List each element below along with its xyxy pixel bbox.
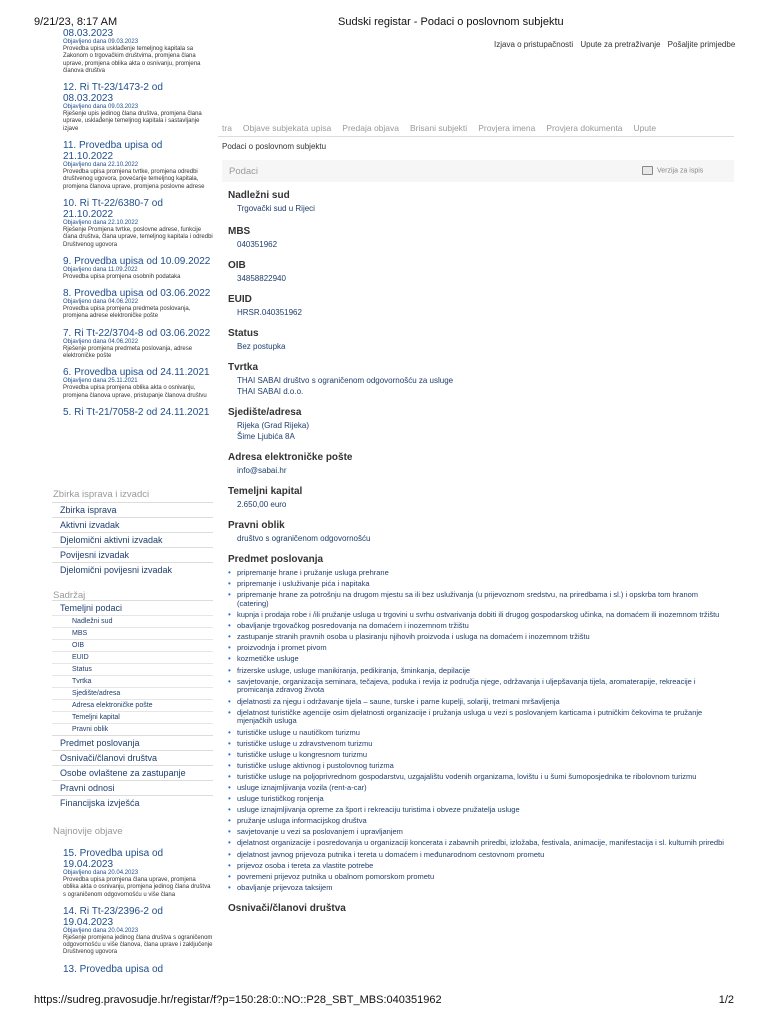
activity-item: • kupnja i prodaja robe i /ili pružanje usluga u trgovini u svrhu ostvarivanja dobiti ili drugog gospodarskog učinka, na domaćem ili inozemnom tržištu <box>237 611 728 620</box>
activity-item: • proizvodnja i promet pivom <box>237 644 728 653</box>
publication-desc: Provedba upisa promjena tvrtke, promjena odredbi društvenog ugovora, povećanje temeljnog kapitala, promjena članova uprave, promjena poslovne adrese <box>63 169 205 190</box>
search-help-link[interactable]: Upute za pretraživanje <box>580 40 661 49</box>
publication-link[interactable]: 9. Provedba upisa od 10.09.2022 <box>63 255 211 267</box>
nav-tab[interactable]: Provjera dokumenta <box>546 123 623 133</box>
publication-desc: Provedba upisa promjena osobnih podataka <box>63 273 181 280</box>
activity-item: • obavljanje trgovačkog posredovanja na domaćem i inozemnom tržištu <box>237 622 728 631</box>
zbirka-item[interactable]: Djelomični povijesni izvadak <box>52 562 213 577</box>
field-value: Šime Ljubića 8A <box>237 432 295 441</box>
zbirka-item[interactable]: Aktivni izvadak <box>52 517 213 532</box>
activity-item: • usluge iznajmljivanja vozila (rent-a-car) <box>237 784 728 793</box>
activity-item: • pružanje usluga informacijskog društva <box>237 817 728 826</box>
publication-link[interactable]: 12. Ri Tt-23/1473-2 od 08.03.2023 <box>63 82 163 105</box>
podaci-title: Podaci <box>229 166 259 177</box>
publication-item <box>63 28 213 75</box>
latest-publication-item <box>63 848 213 899</box>
zbirka-menu <box>52 502 213 577</box>
activity-item: • djelatnost turističke agencije osim djelatnosti organizacije i pružanja usluga u vezi s poslovanjem karticama i putničkim čekovima te pružanje mjenjačkih usluga <box>237 709 728 727</box>
activity-item: • prijevoz osoba i tereta za vlastite potrebe <box>237 862 728 871</box>
publication-date: Objavljeno dana 04.06.2022 <box>63 299 139 306</box>
latest-publication-link[interactable]: 13. Provedba upisa od <box>63 963 164 975</box>
sadrzaj-subitem[interactable]: Adresa elektroničke pošte <box>52 699 213 711</box>
publication-link[interactable]: 7. Ri Tt-22/3704-8 od 03.06.2022 <box>63 327 211 339</box>
latest-publication-date: Objavljeno dana 20.04.2023 <box>63 927 139 934</box>
field-value: Rijeka (Grad Rijeka) <box>237 421 310 430</box>
field-label: Adresa elektroničke pošte <box>228 452 353 463</box>
activity-item: • usluge iznajmljivanja opreme za šport i rekreaciju turistima i obveze pružatelja usluge <box>237 806 728 815</box>
sadrzaj-subitem[interactable]: Tvrtka <box>52 675 213 687</box>
najnovije-list <box>63 848 213 982</box>
sadrzaj-item[interactable]: Predmet poslovanja <box>52 735 213 750</box>
divider <box>218 136 734 137</box>
print-url: https://sudreg.pravosudje.hr/registar/f?p=150:28:0::NO::P28_SBT_MBS:040351962 <box>34 994 442 1006</box>
activity-item: • povremeni prijevoz putnika u obalnom pomorskom prometu <box>237 873 728 882</box>
publication-item <box>63 198 213 249</box>
company-fields <box>228 190 728 914</box>
breadcrumb: Podaci o poslovnom subjektu <box>222 142 327 151</box>
publication-date: Objavljeno dana 22.10.2022 <box>63 162 139 169</box>
activity-item: • zastupanje stranih pravnih osoba u plasiranju njihovih proizvoda i usluga na domaćem i inozemnom tržištu <box>237 633 728 642</box>
publication-date: Objavljeno dana 22.10.2022 <box>63 219 139 226</box>
osnivaci-label: Osnivači/članovi društva <box>228 902 346 914</box>
field-label: Tvrtka <box>228 362 259 373</box>
zbirka-item[interactable]: Djelomični aktivni izvadak <box>52 532 213 547</box>
predmet-label: Predmet poslovanja <box>228 554 324 565</box>
latest-publication-item <box>63 906 213 957</box>
print-title: Sudski registar - Podaci o poslovnom subjektu <box>338 16 564 28</box>
sadrzaj-item[interactable]: Financijska izvješća <box>52 795 213 810</box>
activity-item: • usluge turističkog ronjenja <box>237 795 728 804</box>
sadrzaj-subitem[interactable]: MBS <box>52 627 213 639</box>
activity-item: • djelatnost javnog prijevoza putnika i tereta u domaćem i međunarodnom cestovnom prometu <box>237 851 728 860</box>
publication-item <box>63 140 213 191</box>
publications-list <box>63 28 213 486</box>
sadrzaj-subitem[interactable]: Pravni oblik <box>52 723 213 735</box>
publication-item <box>63 288 213 321</box>
publication-desc: Rješenje promjena predmeta poslovanja, adrese elektroničke pošte <box>63 345 193 360</box>
latest-publication-link[interactable]: 14. Ri Tt-23/2396-2 od 19.04.2023 <box>63 905 163 928</box>
sadrzaj-item[interactable]: Osobe ovlaštene za zastupanje <box>52 765 213 780</box>
accessibility-link[interactable]: Izjava o pristupačnosti <box>494 40 574 49</box>
publication-link[interactable]: 8. Provedba upisa od 03.06.2022 <box>63 288 211 300</box>
publication-link[interactable]: 5. Ri Tt-21/7058-2 od 24.11.2021 <box>63 406 210 418</box>
sadrzaj-temeljni-podaci[interactable]: Temeljni podaci <box>52 600 213 615</box>
field-label: Temeljni kapital <box>228 486 303 497</box>
activity-item: • turističke usluge u zdravstvenom turizmu <box>237 740 728 749</box>
activity-item: • pripremanje hrane i pružanje usluga prehrane <box>237 569 728 578</box>
sadrzaj-item[interactable]: Pravni odnosi <box>52 780 213 795</box>
activities-list <box>237 569 728 893</box>
nav-tab[interactable]: Predaja objava <box>342 123 400 133</box>
print-version-link[interactable] <box>642 166 703 175</box>
nav-tabs <box>222 123 667 133</box>
publication-date: Objavljeno dana 11.09.2022 <box>63 266 138 273</box>
print-version-label: Verzija za ispis <box>657 167 704 175</box>
publication-desc: Provedba upisa promjena predmeta poslovanja, promjena adrese elektroničke pošte <box>63 306 191 320</box>
sadrzaj-subitem[interactable]: Temeljni kapital <box>52 711 213 723</box>
nav-tab[interactable]: Brisani subjekti <box>410 123 468 133</box>
field-value: THAI SABAI d.o.o. <box>237 387 304 396</box>
sadrzaj-subitem[interactable]: OIB <box>52 639 213 651</box>
sadrzaj-subitem[interactable]: Sjedište/adresa <box>52 687 213 699</box>
activity-item: • frizerske usluge, usluge manikiranja, pedikiranja, šminkanja, depilacije <box>237 667 728 676</box>
field-value: Bez postupka <box>237 342 286 351</box>
sadrzaj-menu <box>52 600 213 810</box>
field-label: OIB <box>228 260 246 271</box>
latest-publication-item <box>63 964 213 975</box>
print-footer <box>34 994 734 1008</box>
send-feedback-link[interactable]: Pošaljite primjedbe <box>667 40 736 49</box>
publication-date: Objavljeno dana 09.03.2023 <box>63 39 139 45</box>
field-label: Sjedište/adresa <box>228 407 302 418</box>
activity-item: • turističke usluge u kongresnom turizmu <box>237 751 728 760</box>
publication-date: Objavljeno dana 04.06.2022 <box>63 338 139 345</box>
publication-item <box>63 82 213 133</box>
field-value: HRSR.040351962 <box>237 308 302 317</box>
print-page: 1/2 <box>718 994 734 1006</box>
print-date: 9/21/23, 8:17 AM <box>34 16 118 28</box>
nav-tab[interactable]: tra <box>222 123 232 133</box>
publication-desc: Provedba upisa usklađenje temeljnog kapitala sa Zakonom o trgovačkim društvima, promjena člana uprave, promjena oblika akta o osnivanju, promjena članova društva <box>63 46 201 74</box>
publication-link[interactable]: 11. Provedba upisa od 21.10.2022 <box>63 140 163 163</box>
printer-icon <box>642 166 653 175</box>
activity-item: • pripremanje hrane za potrošnju na drugom mjestu sa ili bez usluživanja (u prijevoznom sredstvu, na priredbama i sl.) i opskrba tom hranom (catering) <box>237 591 728 609</box>
publication-desc: Rješenje upis jedinog člana društva, promjena člana uprave, usklađenje temeljnog kapitala i sastavljanje izjave <box>63 111 202 132</box>
sadrzaj-subitem[interactable]: EUID <box>52 651 213 663</box>
latest-publication-desc: Provedba upisa promjena člana uprave, promjena oblika akta o osnivanju, promjena jedinog člana društva s ograničenom odgovornošću u više člana <box>63 877 211 898</box>
sadrzaj-title: Sadržaj <box>53 590 86 601</box>
latest-publication-desc: Rješenje promjena jedinog člana društva s ograničenom odgovornošću u više članova, člana uprave i zaključenje Društvenog ugovora <box>63 934 213 956</box>
field-label: Status <box>228 328 259 339</box>
latest-publication-date: Objavljeno dana 20.04.2023 <box>63 870 139 876</box>
publication-desc: Rješenje Promjena tvrtke, poslovne adrese, funkcije člana društva, člana uprave, temeljnog kapitala i odredbi Društvenog ugovora <box>63 226 213 248</box>
field-value: Trgovački sud u Rijeci <box>237 204 315 213</box>
zbirka-title: Zbirka isprava i izvadci <box>53 489 150 500</box>
publication-item <box>63 328 213 361</box>
field-value: društvo s ograničenom odgovornošću <box>237 534 371 543</box>
publication-item <box>63 407 213 418</box>
sadrzaj-item[interactable]: Osnivači/članovi društva <box>52 750 213 765</box>
publication-desc: Provedba upisa promjena oblika akta o osnivanju, promjena članova uprave, pristupanje članova društvu <box>63 385 207 399</box>
latest-publication-link[interactable]: 15. Provedba upisa od 19.04.2023 <box>63 848 164 870</box>
publication-date: Objavljeno dana 09.03.2023 <box>63 104 139 111</box>
activity-item: • turističke usluge na poljoprivrednom gospodarstvu, uzgajalištu vodenih organizama, lovištu i u šumi šumoposjednika te ribolovnom turizmu <box>237 773 728 782</box>
publication-date: Objavljeno dana 25.11.2021 <box>63 378 138 385</box>
activity-item: • turističke usluge u nautičkom turizmu <box>237 729 728 738</box>
field-value: THAI SABAI društvo s ograničenom odgovornošću za usluge <box>237 376 454 385</box>
activity-item: • kozmetičke usluge <box>237 655 728 664</box>
sadrzaj-subitem[interactable]: Status <box>52 663 213 675</box>
activity-item: • djelatnost organizacije i posredovanja u organizaciji koncerata i zabavnih priredbi, izložaba, festivala, animacije, manifestacija i sl. kulturnih priredbi <box>237 839 728 848</box>
publication-link[interactable]: 10. Ri Tt-22/6380-7 od 21.10.2022 <box>63 197 163 220</box>
activity-item: • savjetovanje, organizacija seminara, tečajeva, poduka i revija iz područja njege, održavanja i uljepšavanja tijela, aromaterapije, rekreacije i promicanja zdravog života <box>237 678 728 696</box>
activity-item: • obavljanje prijevoza taksijem <box>237 884 728 893</box>
field-value: 34858822940 <box>237 274 286 283</box>
publication-item <box>63 256 213 281</box>
top-links <box>494 40 740 49</box>
zbirka-item[interactable]: Povijesni izvadak <box>52 547 213 562</box>
field-value: 2.650,00 euro <box>237 500 287 509</box>
nav-tab[interactable]: Upute <box>633 123 657 133</box>
publication-item <box>63 367 213 400</box>
nav-tab[interactable]: Objave subjekata upisa <box>242 123 332 133</box>
publication-link[interactable]: 08.03.2023 <box>63 28 114 39</box>
field-label: Pravni oblik <box>228 520 285 531</box>
nav-tab[interactable]: Provjera imena <box>478 123 536 133</box>
publication-link[interactable]: 6. Provedba upisa od 24.11.2021 <box>63 367 210 379</box>
field-label: Nadležni sud <box>228 190 290 201</box>
field-label: EUID <box>228 294 252 305</box>
field-value: 040351962 <box>237 240 278 249</box>
sadrzaj-subitem[interactable]: Nadležni sud <box>52 615 213 627</box>
najnovije-title: Najnovije objave <box>53 826 123 837</box>
activity-item: • pripremanje i usluživanje pića i napitaka <box>237 580 728 589</box>
zbirka-item[interactable]: Zbirka isprava <box>52 502 213 517</box>
activity-item: • turističke usluge aktivnog i pustolovnog turizma <box>237 762 728 771</box>
activity-item: • savjetovanje u vezi sa poslovanjem i upravljanjem <box>237 828 728 837</box>
field-label: MBS <box>228 226 251 237</box>
field-value: info@sabai.hr <box>237 466 287 475</box>
activity-item: • djelatnosti za njegu i održavanje tijela – saune, turske i parne kupelji, solariji, tretmani mršavljenja <box>237 698 728 707</box>
